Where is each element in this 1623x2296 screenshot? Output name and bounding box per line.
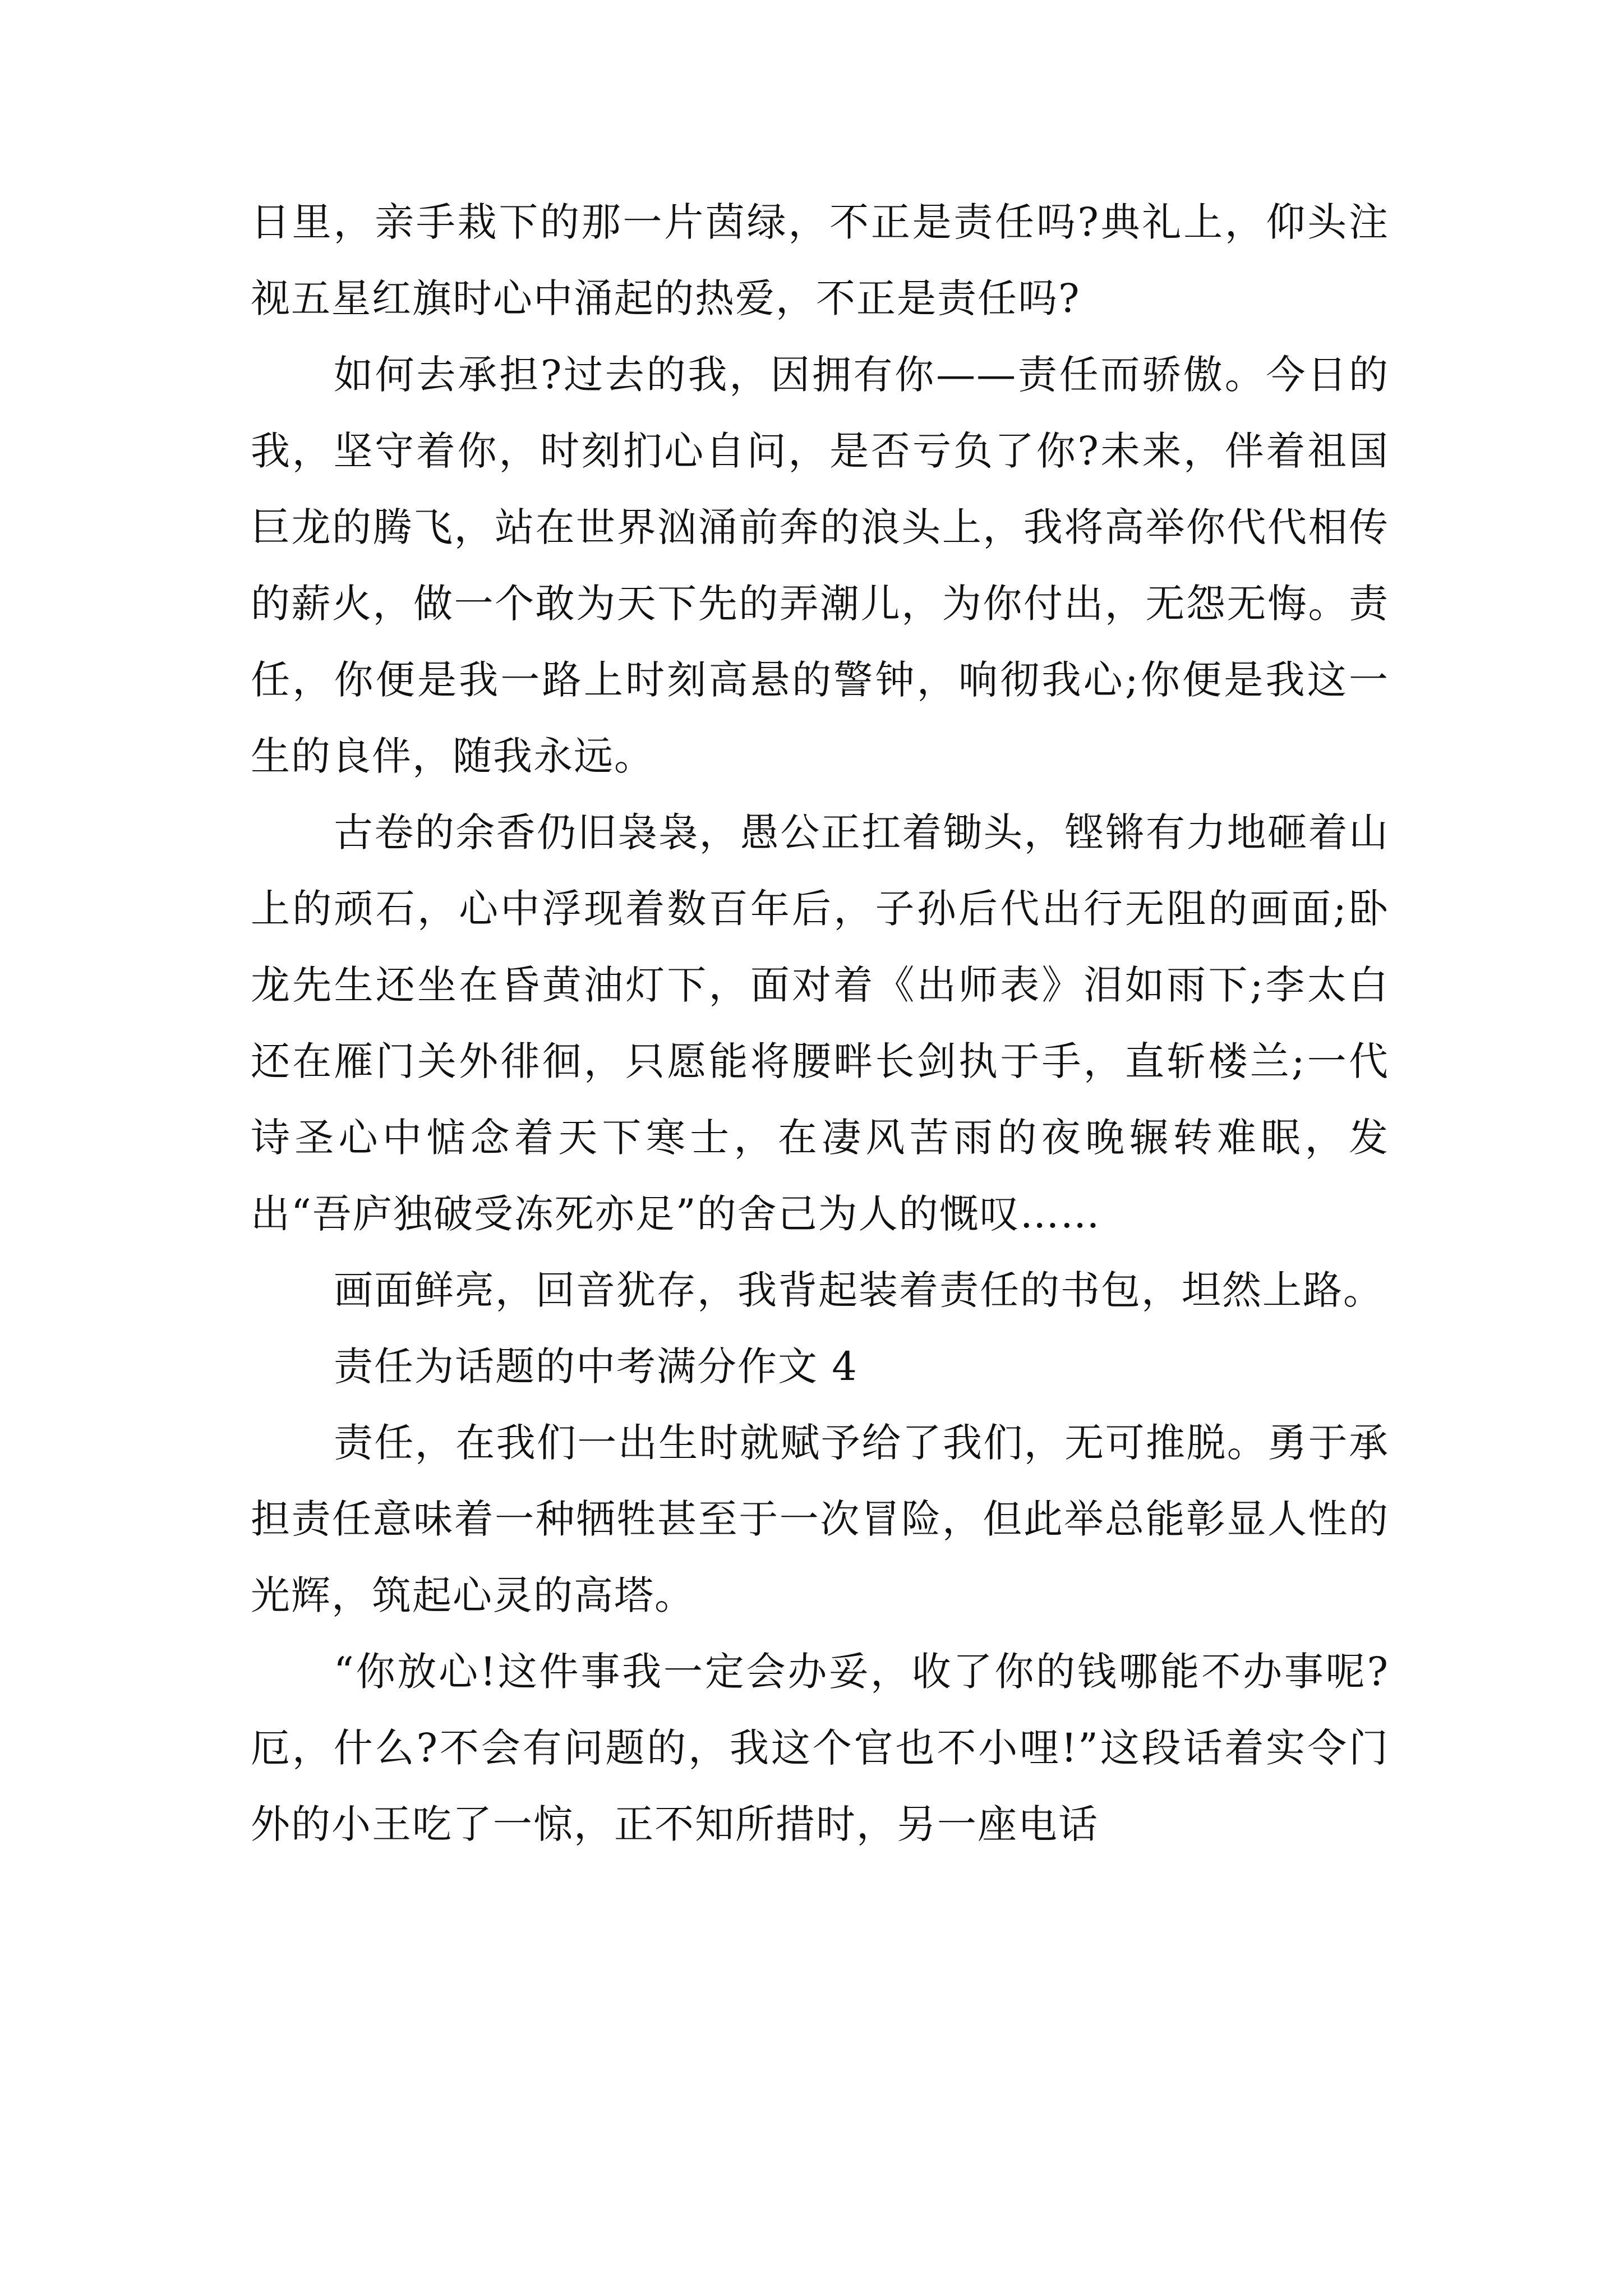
paragraph-schoolbag: 画面鲜亮，回音犹存，我背起装着责任的书包，坦然上路。 bbox=[334, 1267, 1384, 1313]
paragraph-continuation: 日里，亲手栽下的那一片茵绿，不正是责任吗?典礼上，仰头注视五星红旗时心中涌起的热爱，不正是责任吗? bbox=[251, 199, 1389, 321]
essay-heading: 责任为话题的中考满分作文 4 bbox=[334, 1343, 858, 1389]
paragraph-phone-conversation: “你放心!这件事我一定会办妥，收了你的钱哪能不办事呢?厄，什么?不会有问题的，我这个官也不小哩!”这段话着实令门外的小王吃了一惊，正不知所措时，另一座电话 bbox=[251, 1649, 1389, 1847]
document-body bbox=[251, 184, 1389, 1862]
paragraph-responsibility-given: 责任，在我们一出生时就赋予给了我们，无可推脱。勇于承担责任意味着一种牺牲甚至于一次冒险，但此举总能彰显人性的光辉，筑起心灵的高塔。 bbox=[251, 1420, 1389, 1618]
paragraph-responsibility-future: 如何去承担?过去的我，因拥有你——责任而骄傲。今日的我，坚守着你，时刻扪心自问，是否亏负了你?未来，伴着祖国巨龙的腾飞，站在世界汹涌前奔的浪头上，我将高举你代代相传的薪火，做一个敢为天下先的弄潮儿，为你付出，无怨无悔。责任，你便是我一路上时刻高悬的警钟，响彻我心;你便是我这一生的良伴，随我永远。 bbox=[251, 352, 1389, 779]
paragraph-ancient-scroll: 古卷的余香仍旧袅袅，愚公正扛着锄头，铿锵有力地砸着山上的顽石，心中浮现着数百年后，子孙后代出行无阻的画面;卧龙先生还坐在昏黄油灯下，面对着《出师表》泪如雨下;李太白还在雁门关外徘徊，只愿能将腰畔长剑执于手，直斩楼兰;一代诗圣心中惦念着天下寒士，在凄风苦雨的夜晚辗转难眠，发出“吾庐独破受冻死亦足”的舍己为人的慨叹…… bbox=[251, 809, 1389, 1237]
